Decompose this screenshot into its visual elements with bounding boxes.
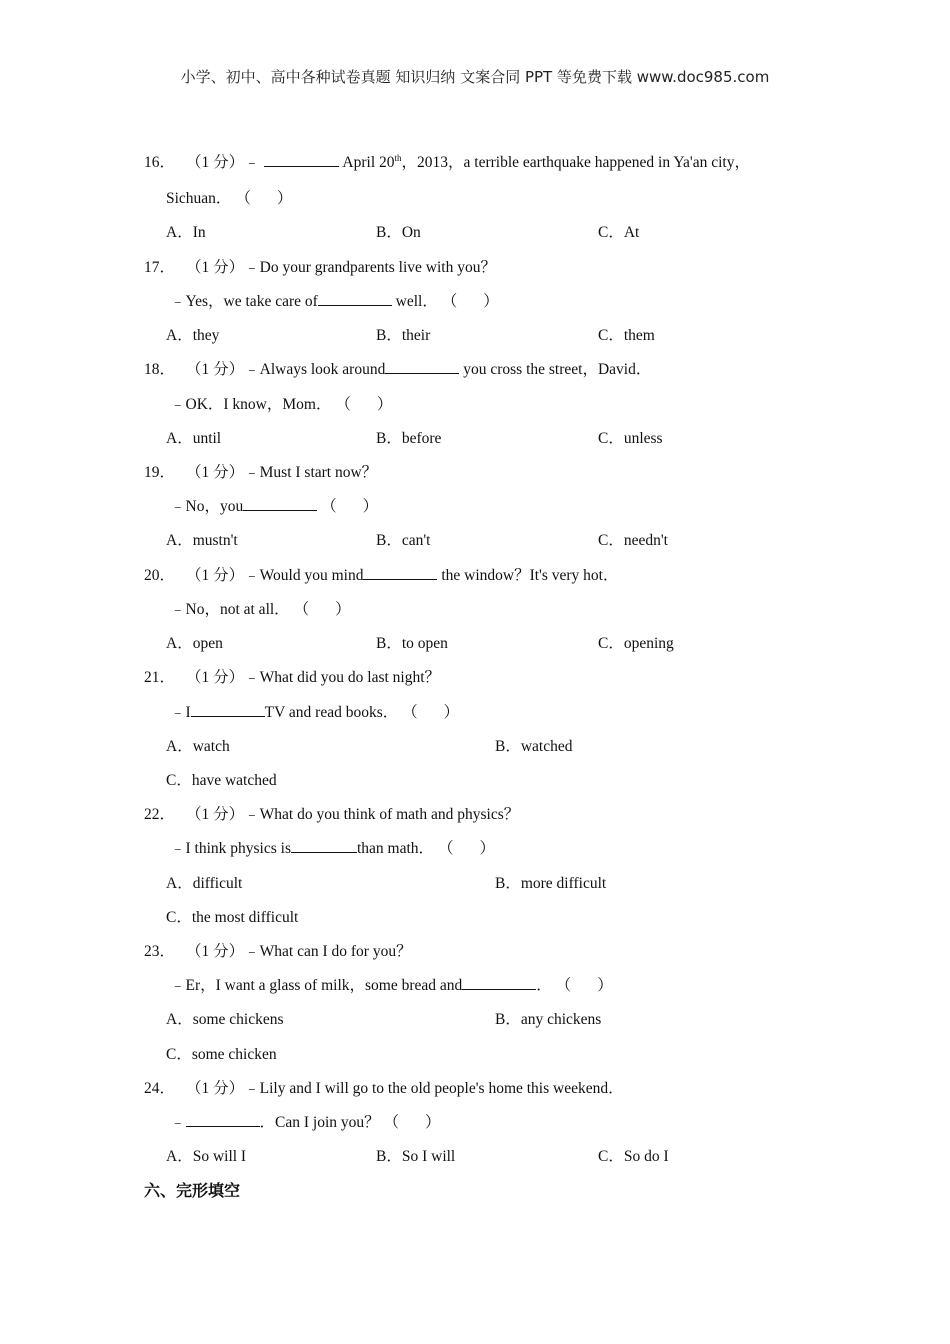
option-a[interactable]: A．they [166, 327, 220, 344]
answer-blank[interactable] [385, 359, 459, 374]
question-24 [144, 1076, 624, 1098]
answer-paren[interactable]: （ ） [437, 840, 495, 857]
question-text: ﹣Would you mind [244, 567, 364, 584]
question-22 [144, 802, 519, 824]
option-b[interactable]: B．before [376, 430, 442, 447]
answer-text: than math． [357, 840, 435, 857]
question-number: 24． [144, 1080, 176, 1097]
option-a[interactable]: A．some chickens [166, 1011, 284, 1028]
option-c[interactable]: C．At [598, 224, 640, 241]
question-number: 21． [144, 669, 176, 686]
question-24-answer [170, 1110, 441, 1132]
option-b[interactable]: B．any chickens [495, 1011, 602, 1028]
option-a[interactable]: A．mustn't [166, 532, 238, 549]
answer-text: ．Can I join you？ [259, 1114, 380, 1131]
question-text: ﹣Lily and I will go to the old people's home this weekend． [244, 1080, 624, 1097]
question-number: 16． [144, 154, 176, 171]
question-score: （1 分） [186, 943, 245, 960]
question-score: （1 分） [186, 806, 245, 823]
question-text: you cross the street，David． [459, 361, 652, 378]
question-text: Sichuan． [166, 190, 232, 207]
superscript: th [394, 152, 402, 163]
question-16 [144, 150, 750, 172]
answer-blank[interactable] [363, 565, 437, 580]
question-text: ﹣Do your grandparents live with you？ [244, 259, 496, 276]
question-score: （1 分） [186, 361, 245, 378]
option-b[interactable]: B．more difficult [495, 875, 607, 892]
option-b[interactable]: B．So I will [376, 1148, 456, 1165]
option-c[interactable]: C．some chicken [166, 1046, 277, 1063]
question-score: （1 分） [186, 464, 245, 481]
question-18 [144, 357, 651, 379]
question-score: （1 分） [186, 567, 245, 584]
page-header: 小学、初中、高中各种试卷真题 知识归纳 文案合同 PPT 等免费下载 www.doc985.com [180, 68, 770, 86]
option-b[interactable]: B．their [376, 327, 431, 344]
answer-paren[interactable]: （ ） [383, 1114, 441, 1131]
answer-paren[interactable]: （ ） [321, 498, 379, 515]
question-text: ﹣Always look around [244, 361, 386, 378]
question-number: 18． [144, 361, 176, 378]
question-score: （1 分） [186, 154, 245, 171]
option-a[interactable]: A．open [166, 635, 223, 652]
answer-text: ． [536, 977, 552, 994]
question-23-answer [170, 973, 613, 995]
question-18-answer [170, 392, 393, 414]
question-number: 17． [144, 259, 176, 276]
answer-text: ﹣OK．I know，Mom． [170, 396, 332, 413]
question-17-answer [170, 289, 499, 311]
answer-text: ﹣Yes，we take care of [170, 293, 318, 310]
option-a[interactable]: A．until [166, 430, 222, 447]
option-a[interactable]: A．watch [166, 738, 230, 755]
option-a[interactable]: A．So will I [166, 1148, 247, 1165]
dash: ﹣ [244, 154, 260, 171]
answer-blank[interactable] [191, 702, 265, 717]
answer-text: well． [391, 293, 438, 310]
answer-blank[interactable] [243, 496, 317, 511]
question-19 [144, 460, 377, 482]
answer-paren[interactable]: （ ） [235, 190, 293, 207]
question-20-answer [170, 597, 351, 619]
answer-blank[interactable] [186, 1112, 260, 1127]
answer-paren[interactable]: （ ） [555, 977, 613, 994]
option-c[interactable]: C．opening [598, 635, 674, 652]
section-heading: 六、完形填空 [144, 1181, 241, 1200]
question-score: （1 分） [186, 1080, 245, 1097]
question-text: ﹣What do you think of math and physics？ [244, 806, 520, 823]
answer-blank[interactable] [291, 838, 357, 853]
answer-text: ﹣Er，I want a glass of milk，some bread and [170, 977, 463, 994]
question-21 [144, 665, 440, 687]
option-a[interactable]: A．In [166, 224, 206, 241]
answer-blank[interactable] [318, 291, 392, 306]
question-text: ﹣What did you do last night？ [244, 669, 441, 686]
option-c[interactable]: C．So do I [598, 1148, 669, 1165]
question-score: （1 分） [186, 259, 245, 276]
option-b[interactable]: B．to open [376, 635, 448, 652]
option-a[interactable]: A．difficult [166, 875, 243, 892]
question-number: 20． [144, 567, 176, 584]
answer-text: ﹣ [170, 1114, 186, 1131]
question-number: 22． [144, 806, 176, 823]
question-number: 23． [144, 943, 176, 960]
answer-text: ﹣No，not at all． [170, 601, 290, 618]
option-b[interactable]: B．can't [376, 532, 431, 549]
question-20 [144, 563, 618, 585]
question-text: ，2013，a terrible earthquake happened in Ya'an city， [401, 154, 750, 171]
question-22-answer [170, 836, 495, 858]
question-number: 19． [144, 464, 176, 481]
question-19-answer [170, 494, 379, 516]
answer-text: ﹣I think physics is [170, 840, 291, 857]
answer-text: TV and read books． [264, 704, 399, 721]
answer-text: ﹣I [170, 704, 191, 721]
question-text: ﹣What can I do for you？ [244, 943, 412, 960]
question-21-answer [170, 700, 460, 722]
question-text: April 20 [342, 154, 395, 171]
option-c[interactable]: C．needn't [598, 532, 668, 549]
answer-paren[interactable]: （ ） [293, 601, 351, 618]
option-c[interactable]: C．the most difficult [166, 909, 299, 926]
question-23 [144, 939, 412, 961]
question-score: （1 分） [186, 669, 245, 686]
answer-paren[interactable]: （ ） [441, 293, 499, 310]
question-16-line2 [166, 186, 293, 208]
question-text: the window？It's very hot． [437, 567, 619, 584]
answer-blank[interactable] [462, 975, 536, 990]
option-c[interactable]: C．have watched [166, 772, 277, 789]
answer-paren[interactable]: （ ） [402, 704, 460, 721]
option-b[interactable]: B．On [376, 224, 421, 241]
option-b[interactable]: B．watched [495, 738, 573, 755]
answer-text: ﹣No，you [170, 498, 244, 515]
question-17 [144, 255, 496, 277]
answer-paren[interactable]: （ ） [335, 396, 393, 413]
option-c[interactable]: C．them [598, 327, 655, 344]
option-c[interactable]: C．unless [598, 430, 663, 447]
question-text: ﹣Must I start now？ [244, 464, 378, 481]
answer-blank[interactable] [264, 152, 339, 167]
